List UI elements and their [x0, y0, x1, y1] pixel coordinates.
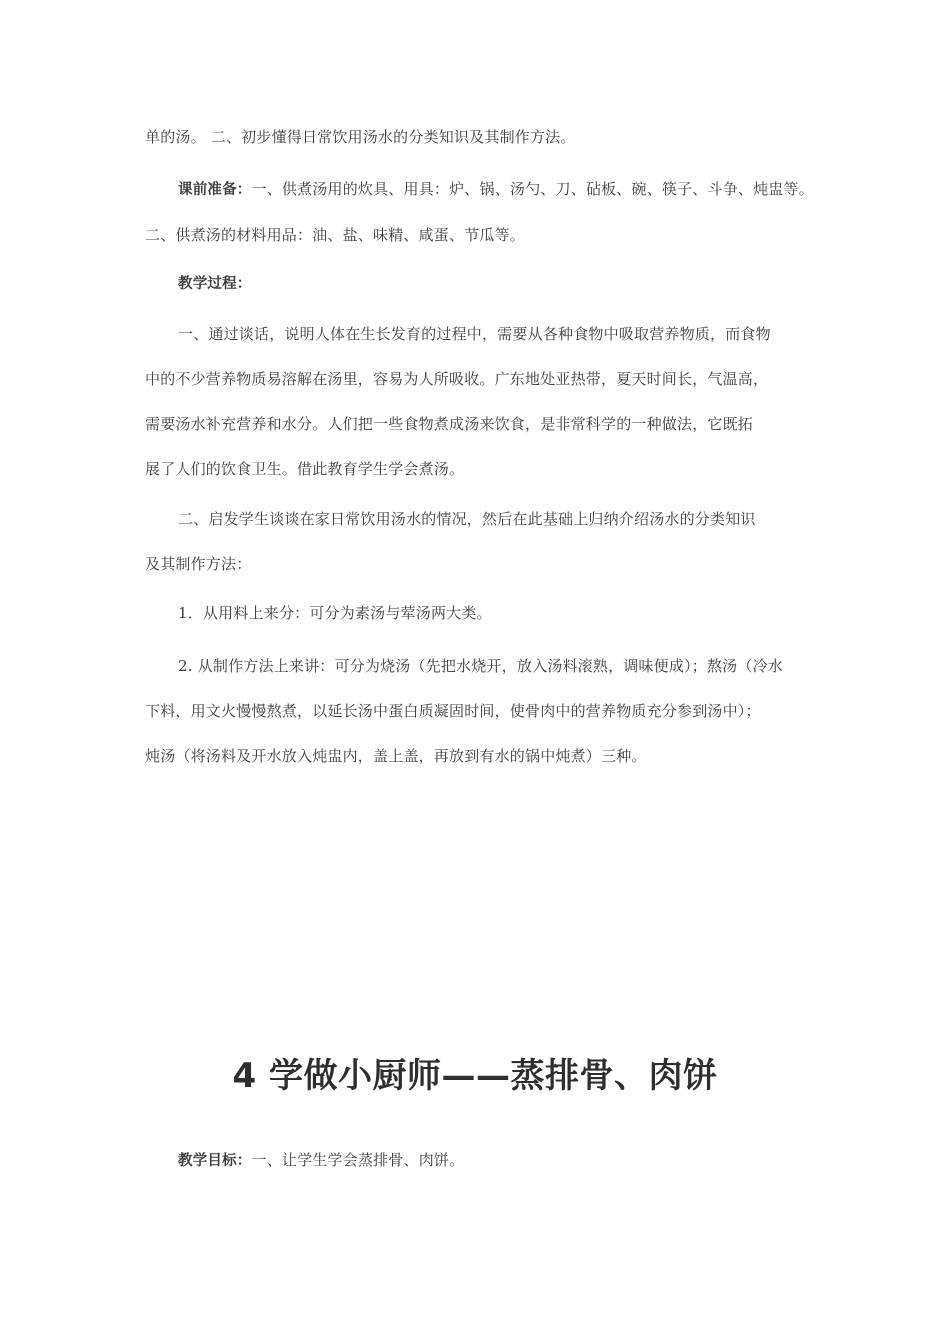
text-line: 炖汤（将汤料及开水放入炖盅内，盖上盖，再放到有水的锅中炖煮）三种。 [145, 747, 647, 765]
prep-text: 一、供煮汤用的炊具、用具：炉、锅、汤勺、刀、砧板、碗、筷子、斗争、炖盅等。 [251, 180, 814, 198]
text-line: 二、启发学生谈谈在家日常饮用汤水的情况，然后在此基础上归纳介绍汤水的分类知识 [178, 510, 756, 528]
section-title: 4 学做小厨师——蒸排骨、肉饼 [232, 1056, 718, 1096]
text-line: 及其制作方法： [145, 555, 252, 573]
goal-text: 一、让学生学会蒸排骨、肉饼。 [251, 1151, 465, 1169]
goal-label: 教学目标： [178, 1153, 252, 1169]
list-item: 1．从用料上来分：可分为素汤与荤汤两大类。 [178, 604, 492, 622]
text-line: 展了人们的饮食卫生。借此教育学生学会煮汤。 [145, 460, 465, 478]
prep-label: 课前准备： [178, 182, 252, 198]
text-line: 下料，用文火慢慢熬煮，以延长汤中蛋白质凝固时间，使骨肉中的营养物质充分参到汤中）； [145, 702, 761, 720]
text-line: 单的汤。 二、初步懂得日常饮用汤水的分类知识及其制作方法。 [145, 128, 576, 146]
text-line: 需要汤水补充营养和水分。人们把一些食物煮成汤来饮食，是非常科学的一种做法，它既拓 [145, 415, 754, 433]
text-line: 一、通过谈话，说明人体在生长发育的过程中，需要从各种食物中吸取营养物质，而食物 [178, 325, 771, 343]
goal-paragraph [178, 1149, 810, 1172]
list-item: 2. 从制作方法上来讲：可分为烧汤（先把水烧开，放入汤料滚熟，调味便成）；熬汤（冷水 [178, 657, 783, 675]
text-line: 二、供煮汤的材料用品：油、盐、味精、咸蛋、节瓜等。 [145, 226, 526, 244]
process-label: 教学过程： [178, 276, 252, 292]
prep-paragraph [178, 178, 814, 201]
text-line: 中的不少营养物质易溶解在汤里，容易为人所吸收。广东地处亚热带，夏天时间长，气温高， [145, 370, 769, 388]
